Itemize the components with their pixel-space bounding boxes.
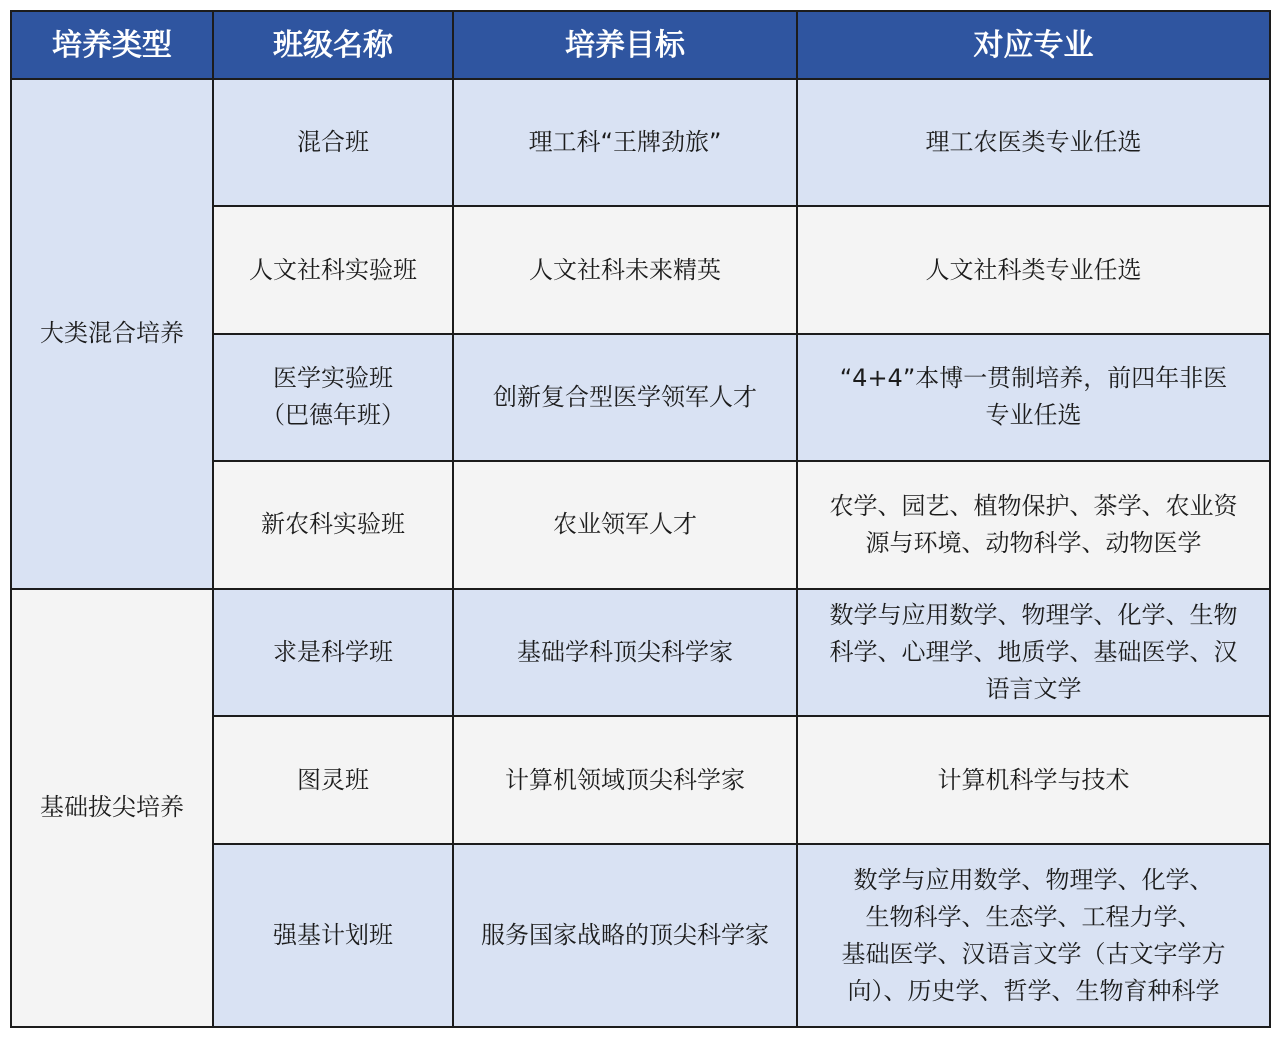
majors-line: 计算机科学与技术 [937,765,1130,794]
class-name-cell [213,206,453,333]
class-name-cell [213,589,453,716]
majors-cell [797,334,1270,461]
goal-line: 服务国家战略的顶尖科学家 [481,921,769,950]
goal-cell [453,206,797,333]
class-name-line: 求是科学班 [273,637,393,666]
goal-cell [453,334,797,461]
goal-cell [453,79,797,206]
majors-line: 理工农医类专业任选 [925,128,1142,157]
goal-line: 基础学科顶尖科学家 [517,637,733,666]
goal-line: 理工科“王牌劲旅” [528,128,722,157]
goal-cell [453,844,797,1027]
class-name-cell [213,334,453,461]
class-name-line: 强基计划班 [273,921,393,950]
class-name-line: （巴德年班） [261,401,405,430]
training-type-cell: 基础拔尖培养 [11,589,213,1027]
majors-cell [797,79,1270,206]
majors-line: 生物科学、生态学、工程力学、 [865,902,1202,931]
majors-line: 数学与应用数学、物理学、化学、 [853,865,1214,894]
goal-line: 人文社科未来精英 [529,255,721,284]
header-majors: 对应专业 [797,11,1270,79]
class-name-line: 混合班 [297,128,369,157]
class-name-line: 人文社科实验班 [249,255,417,284]
majors-line: “4+4”本博一贯制培养，前四年非医 [839,364,1228,393]
class-name-line: 新农科实验班 [261,510,405,539]
class-name-line: 医学实验班 [273,364,393,393]
majors-cell [797,206,1270,333]
goal-line: 农业领军人才 [553,510,697,539]
majors-cell [797,844,1270,1027]
class-name-cell [213,716,453,844]
goal-cell [453,461,797,588]
table-row [11,79,1270,206]
goal-line: 计算机领域顶尖科学家 [505,765,745,794]
header-training-goal: 培养目标 [453,11,797,79]
training-table [10,10,1271,1028]
majors-line: 农学、园艺、植物保护、茶学、农业资 [829,491,1238,520]
class-name-cell [213,79,453,206]
class-name-line: 图灵班 [297,765,369,794]
class-name-cell [213,461,453,588]
header-training-type: 培养类型 [11,11,213,79]
table-row [11,589,1270,716]
goal-cell [453,589,797,716]
goal-line: 创新复合型医学领军人才 [493,382,757,411]
majors-cell [797,589,1270,716]
majors-line: 科学、心理学、地质学、基础医学、汉 [829,637,1238,666]
class-name-cell [213,844,453,1027]
goal-cell [453,716,797,844]
majors-line: 语言文学 [985,674,1082,703]
majors-cell [797,461,1270,588]
majors-line: 向）、历史学、哲学、生物育种科学 [847,976,1220,1005]
majors-line: 专业任选 [985,401,1082,430]
training-type-cell: 大类混合培养 [11,79,213,589]
majors-line: 基础医学、汉语言文学（古文字学方 [841,939,1226,968]
majors-line: 源与环境、动物科学、动物医学 [865,528,1202,557]
table-header-row [11,11,1270,79]
majors-line: 数学与应用数学、物理学、化学、生物 [829,600,1238,629]
header-class-name: 班级名称 [213,11,453,79]
majors-cell [797,716,1270,844]
majors-line: 人文社科类专业任选 [925,255,1142,284]
